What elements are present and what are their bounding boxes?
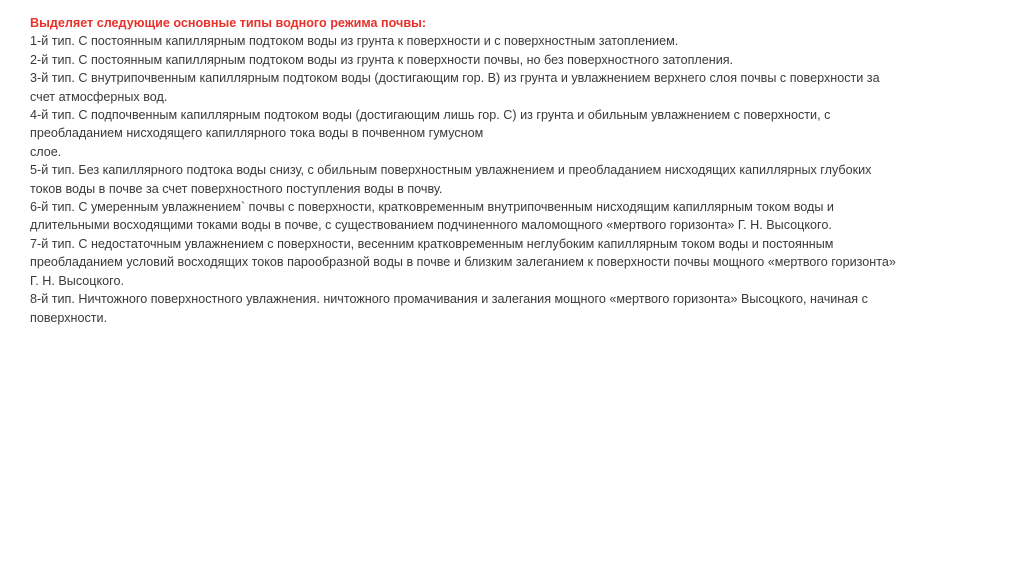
slide-heading: Выделяет следующие основные типы водного режима почвы: — [30, 16, 427, 30]
text-line: поверхности. — [30, 310, 108, 325]
text-line: преобладанием условий восходящих токов парообразной воды в почве и близким залеганием к поверхности почвы мощного «мертвого горизонта» — [30, 255, 896, 270]
text-line: слое. — [30, 144, 62, 159]
text-line: 8-й тип. Ничтожного поверхностного увлажнения. ничтожного промачивания и залегания мощного «мертвого горизонта» Высоцкого, начиная с — [30, 292, 868, 307]
text-line: счет атмосферных вод. — [30, 89, 168, 104]
text-line: 4-й тип. С подпочвенным капиллярным подтоком воды (достигающим лишь гор. С) из грунта и обильным увлажнением с поверхности, с — [30, 108, 831, 123]
text-line: 2-й тип. С постоянным капиллярным подтоком воды из грунта к поверхности почвы, но без поверхностного затопления. — [30, 52, 734, 67]
text-line: токов воды в почве за счет поверхностного поступления воды в почву. — [30, 181, 443, 196]
text-line: 7-й тип. С недостаточным увлажнением с поверхности, весенним кратковременным неглубоким капиллярным током воды и постоянным — [30, 236, 834, 251]
text-line: 1-й тип. С постоянным капиллярным подтоком воды из грунта к поверхности и с поверхностным затоплением. — [30, 34, 679, 49]
text-line: 5-й тип. Без капиллярного подтока воды снизу, с обильным поверхностным увлажнением и преобладанием нисходящих капиллярных глубоких — [30, 163, 872, 178]
text-line: преобладанием нисходящего капиллярного тока воды в почвенном гумусном — [30, 126, 484, 141]
text-line: 6-й тип. С умеренным увлажнением` почвы с поверхности, кратковременным внутрипочвенным нисходящим капиллярным током воды и — [30, 200, 834, 215]
text-line: Г. Н. Высоцкого. — [30, 273, 124, 288]
text-line: длительными восходящими токами воды в почве, с существованием подчиненного маломощного «мертвого горизонта» Г. Н. Высоцкого. — [30, 218, 832, 233]
text-line: 3-й тип. С внутрипочвенным капиллярным подтоком воды (достигающим гор. В) из грунта и увлажнением верхнего слоя почвы с поверхности за — [30, 71, 880, 86]
slide-text-body — [30, 14, 1005, 327]
